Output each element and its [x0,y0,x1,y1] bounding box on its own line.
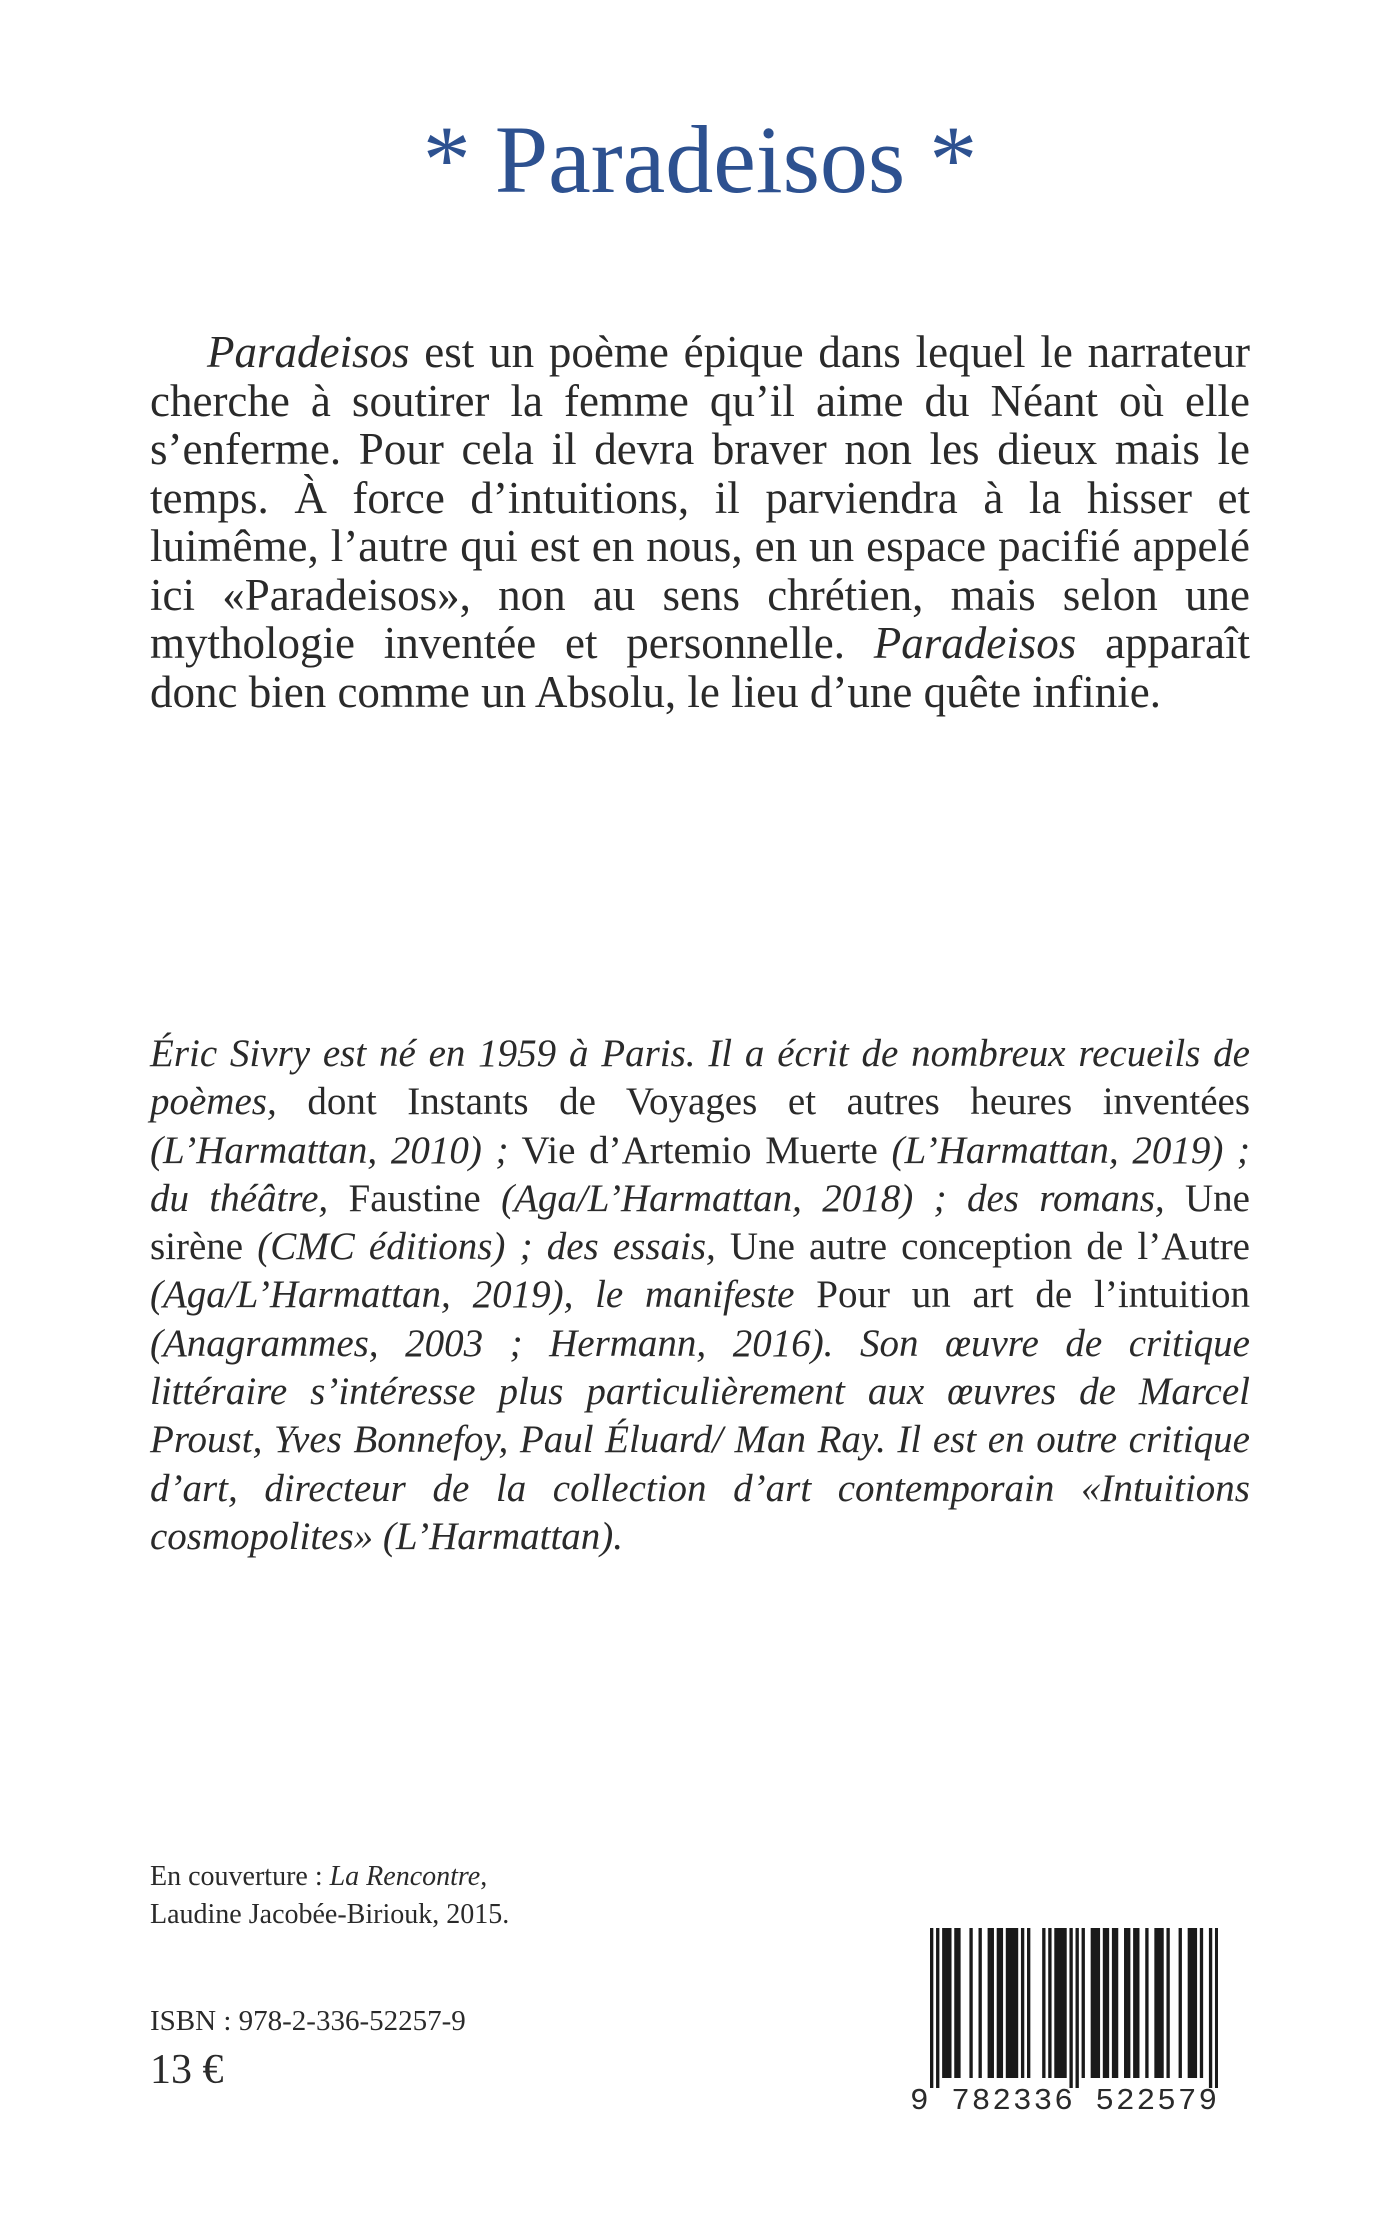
barcode-bar [1191,1928,1194,2078]
barcode-digits: 9 782336 522579 [910,2084,1220,2119]
barcode-bar [942,1928,945,2078]
barcode-bar [1106,1928,1109,2078]
isbn: ISBN : 978-2-336-52257-9 [150,2005,466,2037]
barcode-bar [1188,1928,1191,2078]
barcode-bar [945,1928,948,2078]
barcode-bar [1048,1928,1051,2078]
bio-work: Une autre conception de l’Autre [715,1225,1250,1269]
barcode-bar [1157,1928,1160,2078]
barcode-bar [1057,1928,1060,2078]
barcode-bar [1124,1928,1127,2078]
barcode-bar [1094,1928,1097,2078]
summary-italic-title: Paradeisos [207,327,410,377]
bio-work: Vie d’Artemio Muerte [508,1128,892,1172]
barcode-bar [1082,1928,1085,2078]
barcode-bar [1112,1928,1115,2078]
barcode-bar [1060,1928,1063,2078]
barcode-bar [1133,1928,1136,2078]
summary-text: est un poème épique dans lequel le narrateur cherche à soutirer la femme qu’il aime du Néant où elle s’enferme. Pour cela il devra braver non les dieux mais le temps. À force d’intuitions, il parviendra à la hisser et luimême, l’autre qui est en nous, en un espace pacifié appelé ici «Paradeisos», non au sens chrétien, mais selon une mythologie inventée et personnelle. [150,327,1250,668]
bio-italic: (Anagrammes, 2003 ; Hermann, 2016). Son œuvre de critique littéraire s’intéresse plus particulièrement aux œuvres de Marcel Proust, Yves Bonnefoy, Paul Éluard/ Man Ray. Il est en outre critique d’art, directeur de la collection d’art contemporain «Intuitions cosmopolites» (L’Harmattan). [150,1321,1250,1558]
barcode-bar [1042,1928,1045,2078]
bio-work: Une sirène [150,1176,1250,1269]
barcode-guard-bar [1209,1928,1212,2088]
barcode-guard-bar [936,1928,939,2088]
credit-artist: Laudine Jacobée-Biriouk, 2015. [150,1899,510,1930]
barcode-guard-bar [930,1928,933,2088]
barcode-guard-bar [1069,1928,1072,2088]
barcode-bar [1054,1928,1057,2078]
barcode-bar [1006,1928,1009,2078]
bio-italic: (L’Harmattan, 2010) ; [150,1128,509,1172]
bio-italic: (L’Harmattan, 2019) ; du théâtre, [150,1128,1251,1220]
barcode-bar [1012,1928,1015,2078]
author-bio [150,1030,1250,1561]
bio-work: dont Instants de Voyages et autres heures inventées [276,1080,1250,1124]
barcode-bar [1145,1928,1148,2078]
barcode-bar [991,1928,994,2078]
barcode-bar [979,1928,982,2078]
barcode-bar [1063,1928,1066,2078]
barcode-bar [1103,1928,1106,2078]
barcode-bar [1000,1928,1003,2078]
summary-italic-title-2: Paradeisos [873,618,1077,668]
barcode-bar [997,1928,1000,2078]
barcode-bars [930,1928,1218,2088]
barcode-bar [954,1928,957,2078]
bio-work: Pour un art de l’intuition [794,1273,1251,1317]
bio-italic: (Aga/L’Harmattan, 2018) ; des romans, [501,1176,1165,1220]
barcode-bar [1021,1928,1024,2078]
cover-credit [150,1858,750,1934]
summary-paragraph [150,328,1250,716]
credit-suffix: , [480,1861,488,1892]
barcode [930,1928,1218,2088]
barcode-bar [1091,1928,1094,2078]
credit-prefix: En couverture : [150,1861,330,1892]
barcode-guard-bar [1215,1928,1218,2088]
barcode-bar [1097,1928,1100,2078]
barcode-bar [957,1928,960,2078]
summary-text-end: apparaît donc bien comme un Absolu, le lieu d’une quête infinie. [150,618,1250,717]
bio-italic: (CMC éditions) ; des essais, [257,1225,716,1269]
barcode-bar [1127,1928,1130,2078]
barcode-bar [1027,1928,1030,2078]
barcode-bar [1179,1928,1182,2078]
barcode-bar [948,1928,951,2078]
barcode-bar [969,1928,972,2078]
book-title: * Paradeisos * [422,106,978,213]
barcode-bar [1160,1928,1163,2078]
barcode-guard-bar [1076,1928,1079,2088]
barcode-bar [988,1928,991,2078]
barcode-bar [1154,1928,1157,2078]
barcode-bar [1166,1928,1169,2078]
barcode-bar [1194,1928,1197,2078]
barcode-bar [1115,1928,1118,2078]
bio-italic: Éric Sivry est né en 1959 à Paris. Il a écrit de nombreux recueils de poèmes, [150,1032,1250,1124]
price: 13 € [150,2047,224,2093]
barcode-bar [1200,1928,1203,2078]
barcode-bar [1015,1928,1018,2078]
bio-italic: (Aga/L’Harmattan, 2019), le manifeste [150,1273,795,1317]
credit-work: La Rencontre [329,1861,481,1892]
bio-work: Faustine [328,1176,502,1220]
barcode-bar [1136,1928,1139,2078]
barcode-bar [1009,1928,1012,2078]
